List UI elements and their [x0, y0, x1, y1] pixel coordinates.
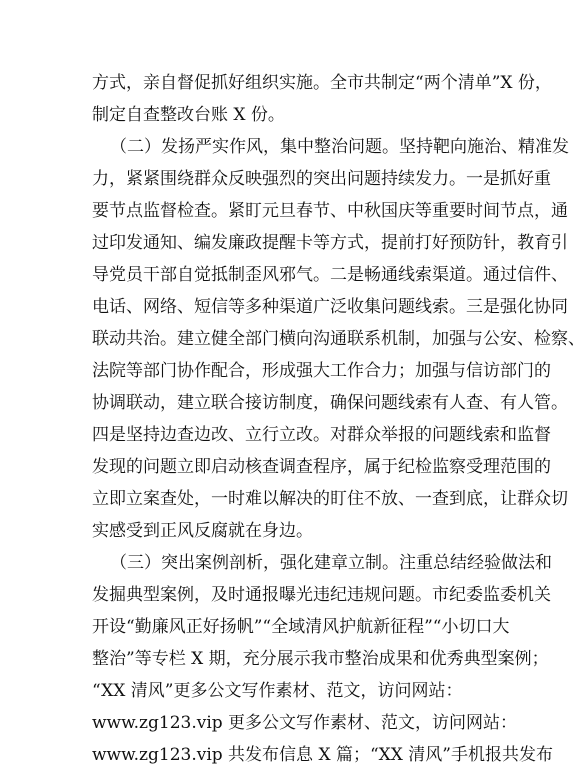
text-line: 协调联动，建立联合接访制度，确保问题线索有人查、有人管。	[92, 393, 568, 413]
text-line: 联动共治。建立健全部门横向沟通联系机制，加强与公安、检察、	[92, 329, 585, 349]
text-line: 力，紧紧围绕群众反映强烈的突出问题持续发力。一是抓好重	[92, 169, 551, 189]
text-line: 法院等部门协作配合，形成强大工作合力；加强与信访部门的	[92, 361, 551, 381]
text-line: 方式，亲自督促抓好组织实施。全市共制定“两个清单”X 份，	[92, 73, 552, 93]
text-line: 过印发通知、编发廉政提醒卡等方式，提前打好预防针，教育引	[92, 233, 568, 253]
text-line: 整治”等专栏 X 期，充分展示我市整治成果和优秀典型案例；	[92, 649, 549, 669]
text-line: 制定自查整改台账 X 份。	[92, 105, 285, 125]
text-line: www.zg123.vip 更多公文写作素材、范文，访问网站：	[92, 713, 518, 733]
text-line: 发现的问题立即启动核查调查程序，属于纪检监察受理范围的	[92, 457, 551, 477]
text-line: 要节点监督检查。紧盯元旦春节、中秋国庆等重要时间节点，通	[92, 201, 568, 221]
text-line: 电话、网络、短信等多种渠道广泛收集问题线索。三是强化协同	[92, 297, 568, 317]
text-line: “XX 清风”更多公文写作素材、范文，访问网站：	[92, 681, 463, 701]
paragraph-heading-line: （三）突出案例剖析，强化建章立制。注重总结经验做法和	[110, 553, 552, 573]
text-line: 实感受到正风反腐就在身边。	[92, 521, 313, 541]
text-line: www.zg123.vip 共发布信息 X 篇；“XX 清风”手机报共发布	[92, 745, 553, 765]
text-line: 四是坚持边查边改、立行立改。对群众举报的问题线索和监督	[92, 425, 551, 445]
text-line: 开设“勤廉风正好扬帆”“全域清风护航新征程”“小切口大	[92, 617, 510, 637]
text-line: 立即立案查处，一时难以解决的盯住不放、一查到底，让群众切	[92, 489, 568, 509]
text-line: 发掘典型案例，及时通报曝光违纪违规问题。市纪委监委机关	[92, 585, 551, 605]
paragraph-heading-line: （二）发扬严实作风，集中整治问题。坚持靶向施治、精准发	[110, 137, 569, 157]
text-line: 导党员干部自觉抵制歪风邪气。二是畅通线索渠道。通过信件、	[92, 265, 568, 285]
